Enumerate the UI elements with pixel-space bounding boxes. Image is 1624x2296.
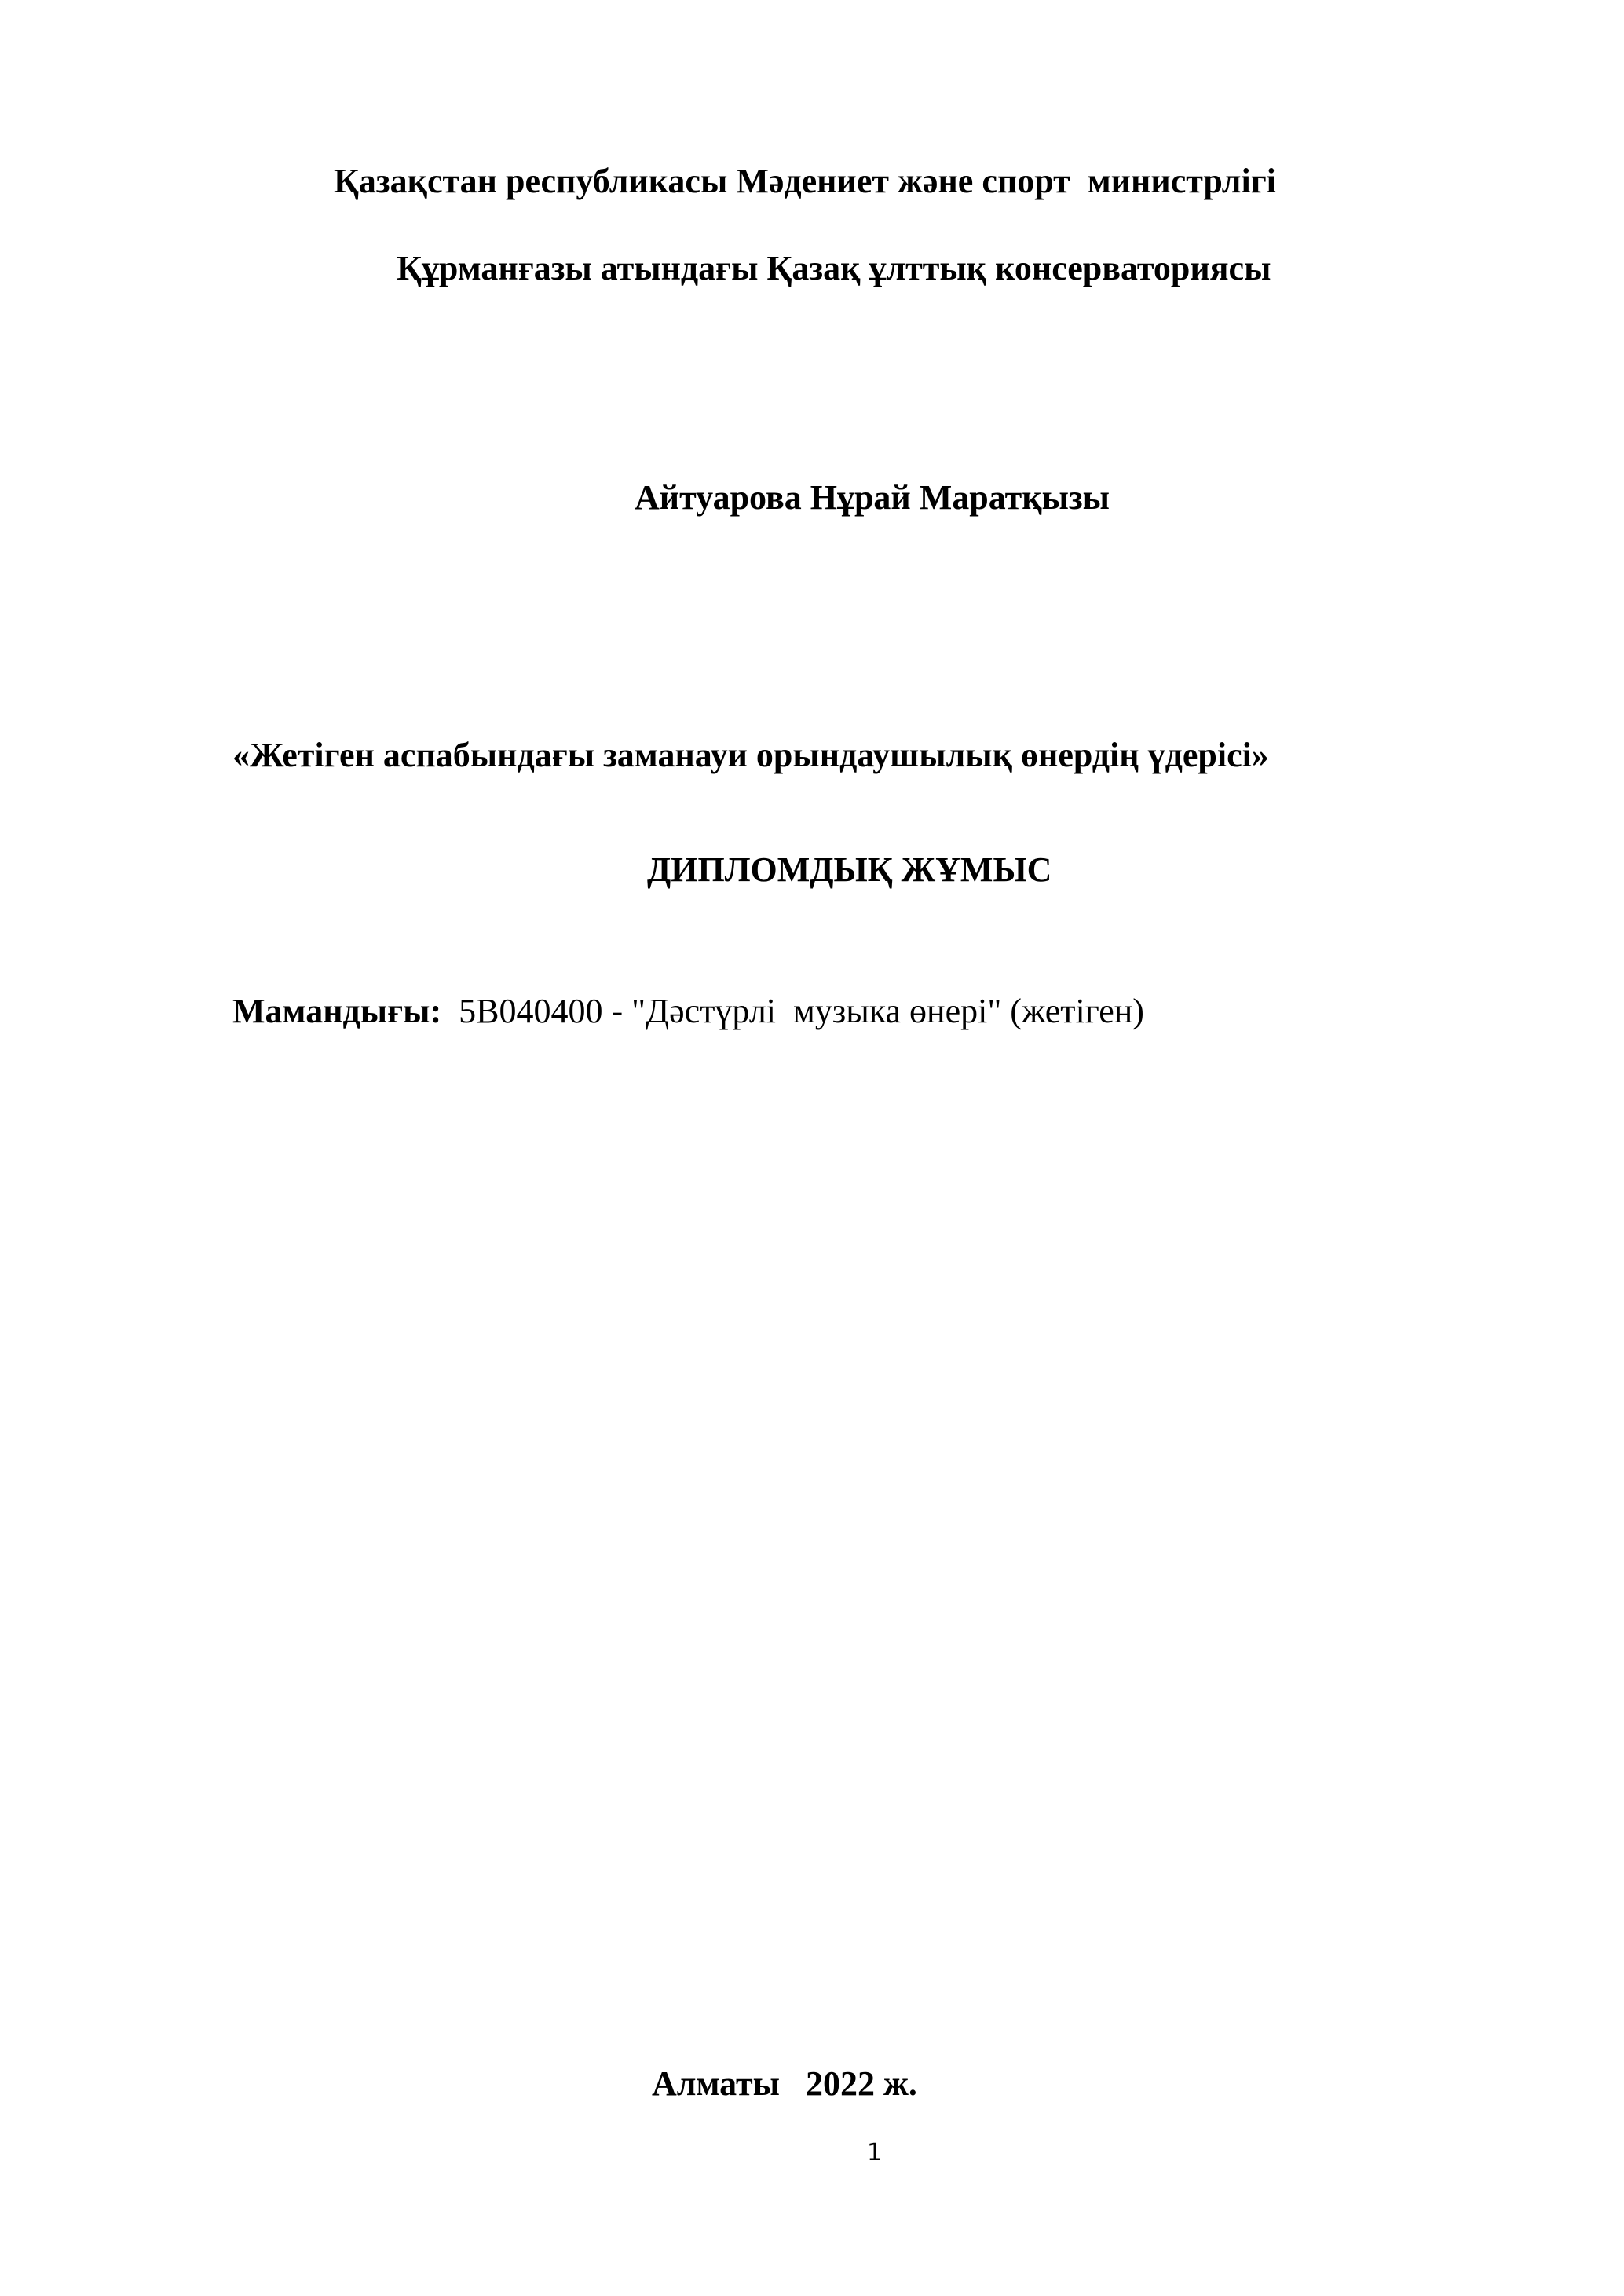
city-year: Алматы 2022 ж. (652, 2064, 917, 2103)
page-number: 1 (867, 2139, 883, 2166)
thesis-title: «Жетіген аспабындағы заманауи орындаушылық өнердің үдерісі» (232, 736, 1269, 774)
ministry-heading: Қазақстан республикасы Мәдениет және спорт министрлігі (334, 162, 1276, 200)
document-type: ДИПЛОМДЫҚ ЖҰМЫС (647, 850, 1052, 889)
specialty-label: Мамандығы: (232, 992, 442, 1030)
conservatory-heading: Құрманғазы атындағы Қазақ ұлттық консерваториясы (397, 249, 1271, 287)
author-name: Айтуарова Нұрай Маратқызы (635, 478, 1110, 517)
specialty-value: 5В040400 - "Дәстүрлі музыка өнері" (жетіген) (459, 992, 1144, 1030)
specialty-line (232, 991, 1144, 1032)
